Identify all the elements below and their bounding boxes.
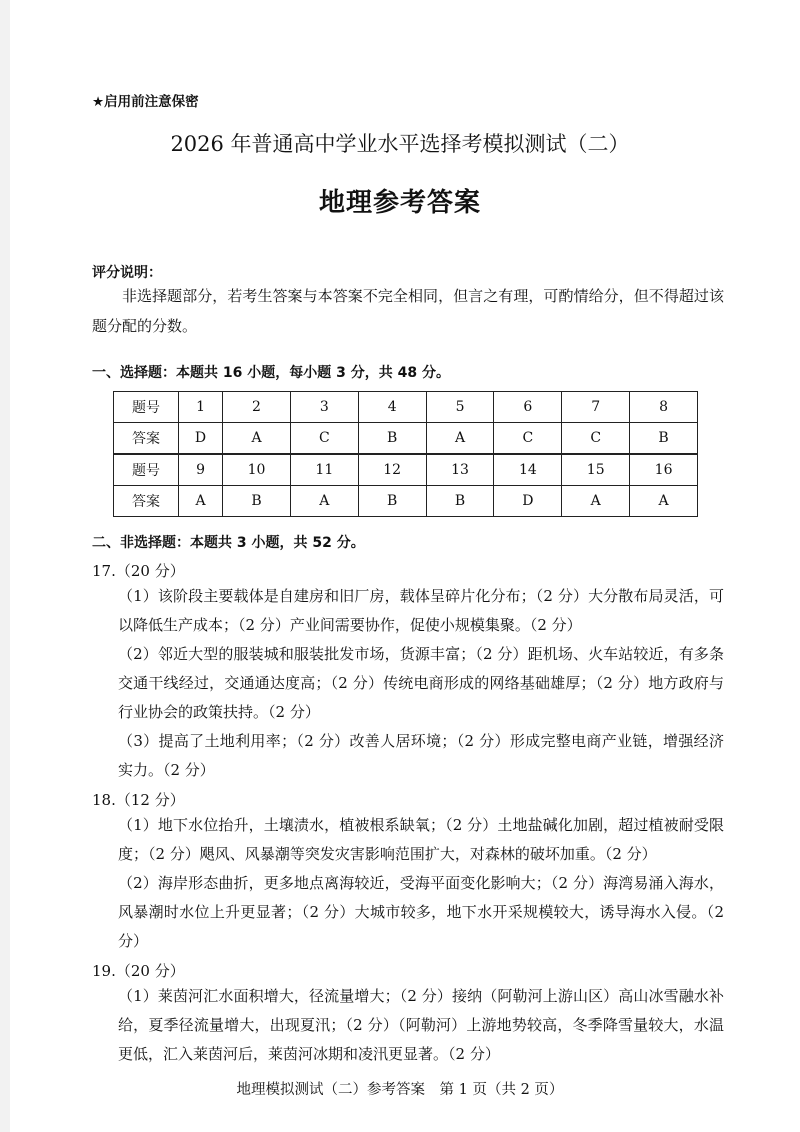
q17-part2: （2）邻近大型的服装城和服装批发市场，货源丰富；（2 分）距机场、火车站较近，有多条交通干线经过，交通通达度高；（2 分）传统电商形成的网络基础雄厚；（2 分）地方政府与行业协会的政策扶持。（2 分）	[118, 645, 724, 721]
answer-cell: A	[223, 423, 291, 455]
scoring-text: 非选择题部分，若考生答案与本答案不完全相同，但言之有理，可酌情给分，但不得超过该题分配的分数。	[92, 287, 724, 335]
scan-edge	[0, 0, 10, 1132]
number-label: 题号	[114, 392, 179, 423]
number-label: 题号	[114, 454, 179, 486]
question-number: 7	[562, 392, 630, 423]
q17-part1: （1）该阶段主要载体是自建房和旧厂房，载体呈碎片化分布；（2 分）大分散布局灵活，可以降低生产成本；（2 分）产业间需要协作，促使小规模集聚。（2 分）	[118, 587, 724, 634]
question-number: 16	[630, 454, 698, 486]
answer-cell: C	[290, 423, 358, 455]
answer-cell: C	[494, 423, 562, 455]
question-number: 9	[179, 454, 223, 486]
answer-label: 答案	[114, 423, 179, 455]
answer-key-title: 地理参考答案	[318, 188, 481, 218]
answer-cell: C	[562, 423, 630, 455]
table-row	[114, 454, 698, 486]
question-18-number: 18.（12 分）	[92, 791, 185, 809]
question-number: 4	[358, 392, 426, 423]
q18-part1: （1）地下水位抬升，土壤渍水，植被根系缺氧；（2 分）土地盐碱化加剧，超过植被耐受限度；（2 分）飓风、风暴潮等突发灾害影响范围扩大，对森林的破坏加重。（2 分）	[118, 816, 724, 863]
question-number: 12	[358, 454, 426, 486]
question-19-number: 19.（20 分）	[92, 962, 185, 980]
q19-part1: （1）莱茵河汇水面积增大，径流量增大；（2 分）接纳（阿勒河上游山区）高山冰雪融水补给，夏季径流量增大，出现夏汛；（2 分）（阿勒河）上游地势较高，冬季降雪量较大，水温更低，汇入莱茵河后，莱茵河冰期和凌汛更显著。（2 分）	[118, 987, 724, 1063]
answer-cell: A	[630, 486, 698, 517]
section1-heading: 一、选择题：本题共 16 小题，每小题 3 分，共 48 分。	[92, 365, 450, 381]
exam-title: 2026 年普通高中学业水平选择考模拟测试（二）	[170, 132, 630, 156]
question-number: 5	[426, 392, 494, 423]
question-number: 8	[630, 392, 698, 423]
answer-cell: A	[426, 423, 494, 455]
question-number: 6	[494, 392, 562, 423]
answer-cell: B	[358, 486, 426, 517]
answer-cell: D	[494, 486, 562, 517]
question-number: 14	[494, 454, 562, 486]
answer-cell: B	[358, 423, 426, 455]
answer-table	[113, 391, 698, 517]
answer-cell: B	[426, 486, 494, 517]
answer-cell: A	[290, 486, 358, 517]
answer-cell: B	[223, 486, 291, 517]
page-footer: 地理模拟测试（二）参考答案 第 1 页（共 2 页）	[236, 1082, 564, 1098]
answer-cell: A	[179, 486, 223, 517]
answer-cell: A	[562, 486, 630, 517]
question-number: 10	[223, 454, 291, 486]
scoring-heading: 评分说明：	[92, 265, 162, 281]
question-number: 3	[290, 392, 358, 423]
question-number: 2	[223, 392, 291, 423]
table-row	[114, 392, 698, 423]
answer-cell: D	[179, 423, 223, 455]
answer-cell: B	[630, 423, 698, 455]
question-number: 1	[179, 392, 223, 423]
question-17-number: 17.（20 分）	[92, 562, 185, 580]
q17-part3: （3）提高了土地利用率；（2 分）改善人居环境；（2 分）形成完整电商产业链，增强经济实力。（2 分）	[118, 732, 724, 779]
section2-heading: 二、非选择题：本题共 3 小题，共 52 分。	[92, 535, 365, 551]
answer-label: 答案	[114, 486, 179, 517]
table-row	[114, 423, 698, 455]
q18-part2: （2）海岸形态曲折，更多地点离海较近，受海平面变化影响大；（2 分）海湾易涌入海水，风暴潮时水位上升更显著；（2 分）大城市较多，地下水开采规模较大，诱导海水入侵。（2 分）	[118, 874, 724, 950]
table-row	[114, 486, 698, 517]
question-number: 15	[562, 454, 630, 486]
confidential-note: ★启用前注意保密	[92, 94, 199, 110]
question-number: 11	[290, 454, 358, 486]
question-number: 13	[426, 454, 494, 486]
